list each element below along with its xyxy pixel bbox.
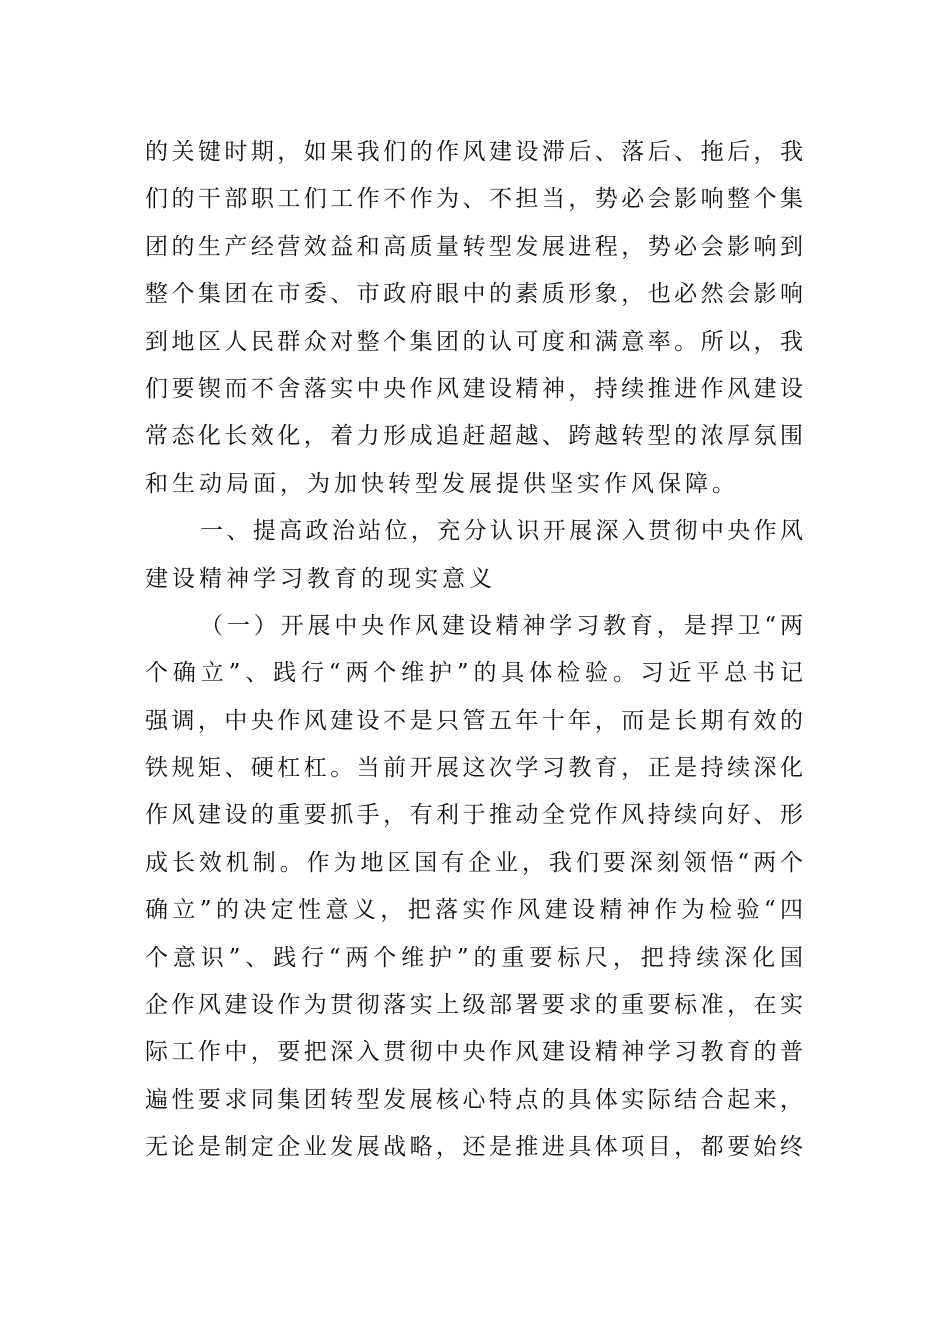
body-line: 强调，中央作风建设不是只管五年十年，而是长期有效的 [145, 707, 805, 734]
body-line: 常态化长效化，着力形成追赶超越、跨越转型的浓厚氛围 [145, 423, 805, 450]
body-line: 作风建设的重要抓手，有利于推动全党作风持续向好、形 [145, 802, 805, 829]
section-heading-line: 建设精神学习教育的现实意义 [145, 565, 496, 592]
body-line: 们的干部职工们工作不作为、不担当，势必会影响整个集 [145, 186, 805, 213]
body-line: 际工作中，要把深入贯彻中央作风建设精神学习教育的普 [145, 1039, 805, 1066]
body-line: 们要锲而不舍落实中央作风建设精神，持续推进作风建设 [145, 375, 805, 402]
body-line: 团的生产经营效益和高质量转型发展进程，势必会影响到 [145, 233, 805, 260]
body-line: 企作风建设作为贯彻落实上级部署要求的重要标准，在实 [145, 992, 805, 1019]
body-line: 和生动局面，为加快转型发展提供坚实作风保障。 [145, 470, 739, 497]
body-line: （一）开展中央作风建设精神学习教育，是捍卫“两 [200, 612, 805, 639]
body-line: 遍性要求同集团转型发展核心特点的具体实际结合起来， [145, 1086, 805, 1113]
document-body [145, 129, 805, 1172]
body-line: 个意识”、践行“两个维护”的重要标尺，把持续深化国 [145, 944, 805, 971]
body-line: 确立”的决定性意义，把落实作风建设精神作为检验“四 [145, 897, 805, 924]
body-line: 到地区人民群众对整个集团的认可度和满意率。所以，我 [145, 328, 805, 355]
body-line: 铁规矩、硬杠杠。当前开展这次学习教育，正是持续深化 [145, 755, 805, 782]
body-line: 个确立”、践行“两个维护”的具体检验。习近平总书记 [145, 660, 805, 687]
body-line: 成长效机制。作为地区国有企业，我们要深刻领悟“两个 [145, 849, 805, 876]
body-line: 无论是制定企业发展战略，还是推进具体项目，都要始终 [145, 1134, 805, 1161]
body-line: 整个集团在市委、市政府眼中的素质形象，也必然会影响 [145, 281, 805, 308]
body-line: 的关键时期，如果我们的作风建设滞后、落后、拖后，我 [145, 139, 805, 165]
section-heading-line: 一、提高政治站位，充分认识开展深入贯彻中央作风 [200, 518, 805, 545]
